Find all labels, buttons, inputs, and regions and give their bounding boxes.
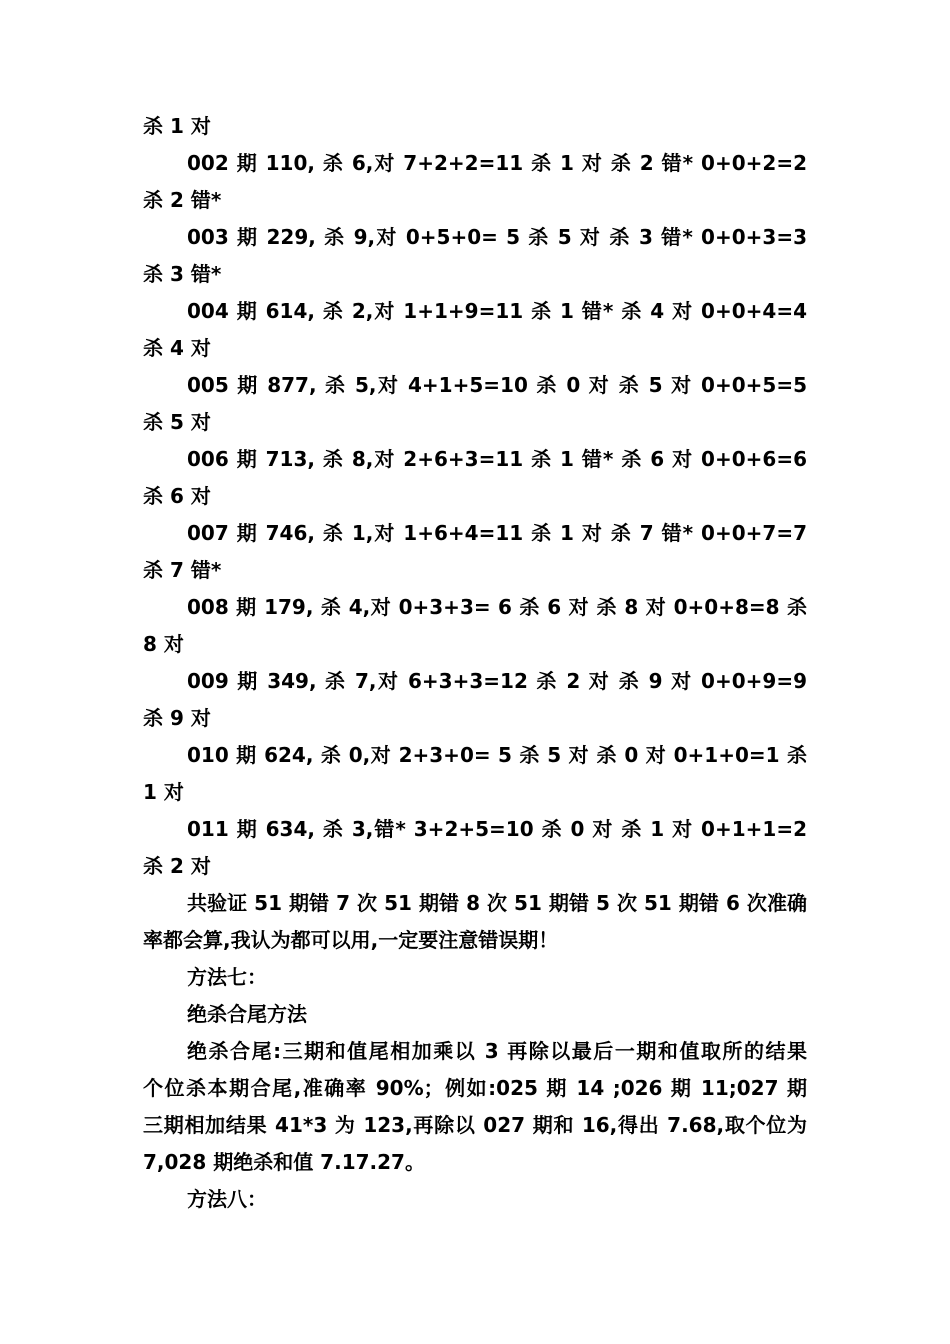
text-line: 8 对 — [143, 632, 184, 656]
text-line: 杀 2 对 — [143, 854, 211, 878]
text-line: 002 期 110, 杀 6,对 7+2+2=11 杀 1 对 杀 2 错* 0+0+2=2 — [187, 151, 807, 175]
text-line: 三期相加结果 41*3 为 123,再除以 027 期和 16,得出 7.68,取个位为 — [143, 1113, 807, 1137]
text-line: 杀 3 错* — [143, 262, 222, 286]
text-line: 杀 9 对 — [143, 706, 211, 730]
text-line: 杀 1 对 — [143, 114, 211, 138]
text-line: 方法八： — [187, 1187, 267, 1211]
text-line: 杀 4 对 — [143, 336, 211, 360]
text-line: 008 期 179, 杀 4,对 0+3+3= 6 杀 6 对 杀 8 对 0+0+8=8 杀 — [187, 595, 807, 619]
text-line: 个位杀本期合尾,准确率 90%；例如:025 期 14 ;026 期 11;027 期 — [143, 1076, 807, 1100]
text-line: 1 对 — [143, 780, 184, 804]
text-line: 007 期 746, 杀 1,对 1+6+4=11 杀 1 对 杀 7 错* 0+0+7=7 — [187, 521, 807, 545]
text-line: 006 期 713, 杀 8,对 2+6+3=11 杀 1 错* 杀 6 对 0+0+6=6 — [187, 447, 807, 471]
text-line: 011 期 634, 杀 3,错* 3+2+5=10 杀 0 对 杀 1 对 0+1+1=2 — [187, 817, 807, 841]
text-line: 率都会算,我认为都可以用,一定要注意错误期！ — [143, 928, 559, 952]
text-line: 009 期 349, 杀 7,对 6+3+3=12 杀 2 对 杀 9 对 0+0+9=9 — [187, 669, 807, 693]
text-line: 方法七： — [187, 965, 267, 989]
document-body — [143, 108, 807, 1218]
text-line: 绝杀合尾方法 — [187, 1002, 307, 1026]
text-line: 003 期 229, 杀 9,对 0+5+0= 5 杀 5 对 杀 3 错* 0+0+3=3 — [187, 225, 807, 249]
text-line: 004 期 614, 杀 2,对 1+1+9=11 杀 1 错* 杀 4 对 0+0+4=4 — [187, 299, 807, 323]
text-line: 杀 2 错* — [143, 188, 222, 212]
text-line: 005 期 877, 杀 5,对 4+1+5=10 杀 0 对 杀 5 对 0+0+5=5 — [187, 373, 807, 397]
text-line: 010 期 624, 杀 0,对 2+3+0= 5 杀 5 对 杀 0 对 0+1+0=1 杀 — [187, 743, 807, 767]
text-line: 共验证 51 期错 7 次 51 期错 8 次 51 期错 5 次 51 期错 6 次准确 — [187, 891, 807, 915]
text-line: 杀 6 对 — [143, 484, 211, 508]
text-line: 杀 7 错* — [143, 558, 222, 582]
text-line: 绝杀合尾:三期和值尾相加乘以 3 再除以最后一期和值取所的结果 — [187, 1039, 807, 1063]
text-line: 7,028 期绝杀和值 7.17.27。 — [143, 1150, 425, 1174]
text-line: 杀 5 对 — [143, 410, 211, 434]
